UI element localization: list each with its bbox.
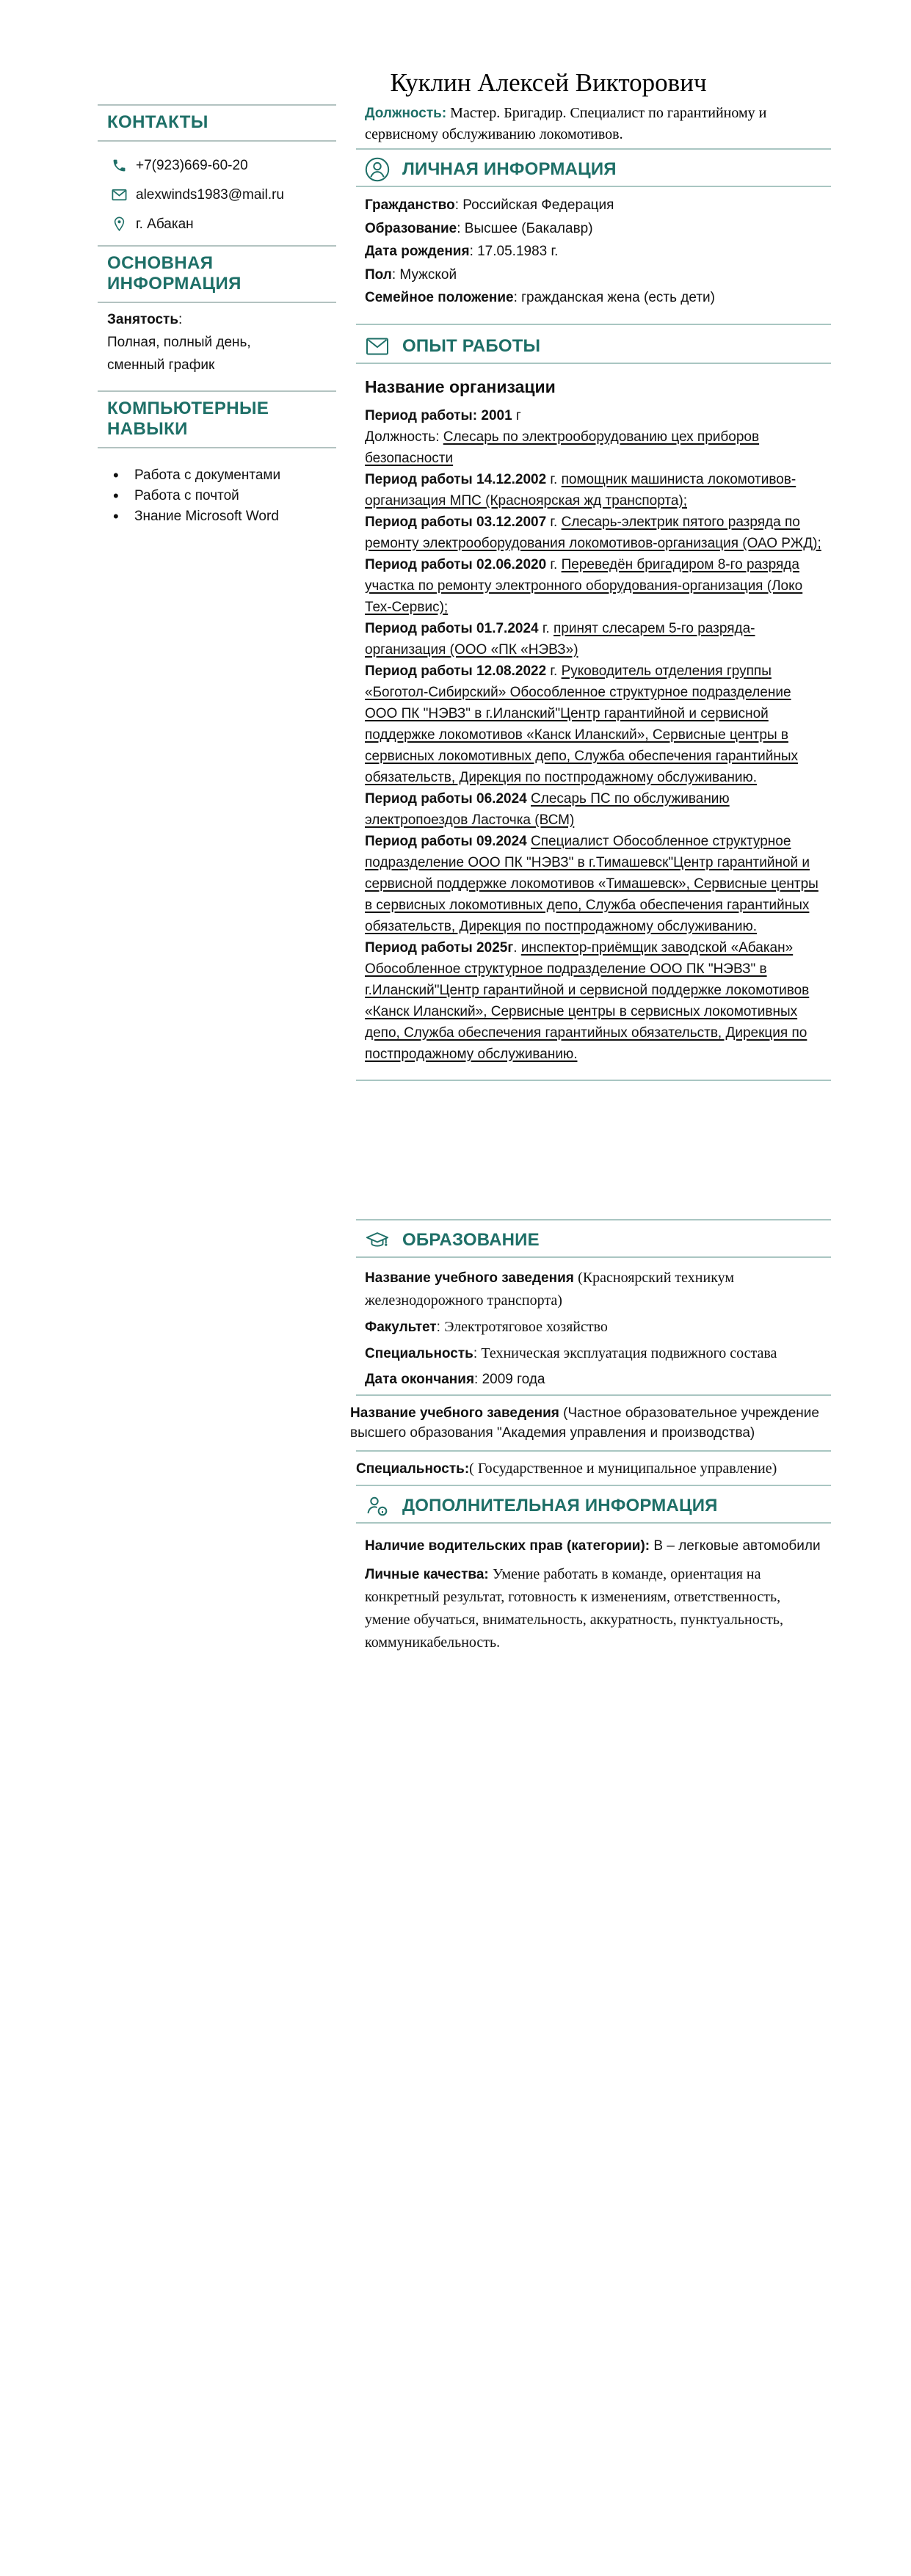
computer-skills-section bbox=[98, 390, 336, 527]
text-segment: : Высшее (Бакалавр) bbox=[457, 220, 593, 236]
text-segment: Наличие водительских прав (категории): bbox=[365, 1538, 654, 1554]
text-segment: Название учебного заведения bbox=[365, 1270, 578, 1286]
personal-fields bbox=[365, 194, 822, 310]
text-line bbox=[365, 788, 822, 831]
phone-number: +7(923)669-60-20 bbox=[136, 157, 248, 173]
section-header-experience bbox=[365, 334, 822, 359]
text-segment: Занятость bbox=[107, 312, 178, 327]
text-segment: г. bbox=[546, 471, 562, 487]
phone-row bbox=[111, 157, 336, 174]
education-title: ОБРАЗОВАНИЕ bbox=[402, 1229, 540, 1250]
text-segment: : 17.05.1983 г. bbox=[469, 244, 559, 259]
envelope-icon bbox=[365, 334, 390, 359]
skill-item: • Работа с документами bbox=[98, 465, 336, 486]
divider bbox=[356, 1219, 831, 1220]
text-line bbox=[365, 618, 822, 661]
text-line bbox=[365, 426, 822, 469]
section-header-education bbox=[365, 1228, 822, 1253]
text-segment: В – легковые автомобили bbox=[653, 1538, 821, 1554]
text-segment: Умение работать в команде, ориентация на конкретный результат, готовность к изменениям, ответственность, умение обучаться, внимательность, аккуратность, пунктуальность, коммуникабельность. bbox=[365, 1565, 783, 1651]
main-column bbox=[350, 0, 822, 1660]
phone-icon bbox=[111, 157, 128, 174]
text-line bbox=[365, 469, 822, 512]
experience-entries bbox=[365, 405, 822, 1065]
text-line bbox=[107, 308, 336, 331]
divider bbox=[98, 302, 336, 303]
text-segment: Личные качества: bbox=[365, 1566, 493, 1582]
text-line bbox=[365, 1316, 822, 1339]
city: г. Абакан bbox=[136, 216, 194, 232]
text-segment: : bbox=[473, 1345, 482, 1361]
text-segment: (Красноярский техникум железнодорожного транспорта) bbox=[365, 1269, 735, 1309]
contacts-section bbox=[98, 104, 336, 233]
text-segment: Руководитель отделения группы «Боготол-Сибирский» Обособленное структурное подразделение ООО ПК "НЭВЗ" в г.Иланский"Центр гарантийной и сервисной поддержке локомотивов «Канск Иланский», Сервисные центры в сервисных локомотивных депо, Служба обеспечения гарантийных обязательств, Дирекция по постпродажному обслуживанию. bbox=[365, 663, 799, 785]
text-line bbox=[365, 405, 822, 426]
text-segment: Специальность bbox=[365, 1345, 473, 1361]
text-segment: Специальность: bbox=[356, 1460, 470, 1477]
text-segment: Период работы 02.06.2020 bbox=[365, 556, 547, 572]
text-segment: Слесарь по электрооборудованию цех приборов безопасности bbox=[365, 429, 760, 466]
experience-title: ОПЫТ РАБОТЫ bbox=[402, 335, 541, 356]
text-segment: Слесарь-электрик пятого разряда по ремонту электрооборудования локомотивов-организация (ОАО РЖД); bbox=[365, 514, 821, 551]
text-line bbox=[365, 937, 822, 1065]
text-segment: : bbox=[178, 312, 183, 327]
text-segment: (Частное образовательное учреждение высшего образования "Академия управления и производства) bbox=[350, 1405, 819, 1441]
divider bbox=[356, 1522, 831, 1524]
text-segment: Пол bbox=[365, 266, 392, 283]
text-line bbox=[365, 217, 822, 241]
text-segment: Период работы 09.2024 bbox=[365, 833, 527, 849]
text-segment: Период работы 14.12.2002 bbox=[365, 471, 547, 487]
text-segment: Слесарь ПС по обслуживанию электропоездов Ласточка (ВСМ) bbox=[365, 790, 730, 828]
text-line bbox=[365, 512, 822, 554]
email-row bbox=[111, 186, 336, 203]
text-segment: Факультет bbox=[365, 1319, 437, 1335]
text-segment: г. bbox=[546, 514, 562, 530]
sidebar bbox=[98, 104, 336, 527]
personal-title: ЛИЧНАЯ ИНФОРМАЦИЯ bbox=[402, 159, 617, 179]
text-segment: : 2009 года bbox=[474, 1371, 545, 1387]
location-row bbox=[111, 216, 336, 233]
text-segment: Название учебного заведения bbox=[350, 1405, 564, 1421]
text-line bbox=[365, 194, 822, 217]
contacts-title: КОНТАКТЫ bbox=[107, 112, 208, 132]
text-segment: Период работы 03.12.2007 bbox=[365, 514, 547, 530]
skill-item: • Знание Microsoft Word bbox=[98, 506, 336, 527]
text-segment: ( Государственное и муниципальное управление) bbox=[469, 1460, 777, 1477]
text-line bbox=[365, 286, 822, 310]
text-segment: г bbox=[512, 407, 521, 423]
text-segment: Дата рождения bbox=[365, 244, 470, 259]
education-school1 bbox=[365, 1267, 822, 1391]
divider bbox=[98, 140, 336, 142]
text-segment: : bbox=[436, 1319, 445, 1335]
position-line bbox=[365, 103, 822, 145]
education-school2-name bbox=[350, 1403, 822, 1443]
divider bbox=[98, 245, 336, 247]
divider bbox=[356, 1450, 831, 1452]
text-segment: г. bbox=[546, 556, 562, 572]
text-segment: сменный график bbox=[107, 357, 215, 373]
divider bbox=[356, 363, 831, 364]
text-line bbox=[365, 263, 822, 287]
text-segment: : гражданская жена (есть дети) bbox=[513, 290, 715, 305]
skill-item: • Работа с почтой bbox=[98, 486, 336, 506]
text-segment: г. bbox=[538, 620, 554, 636]
graduation-cap-icon bbox=[365, 1228, 390, 1253]
text-line bbox=[350, 1403, 822, 1443]
page-gap bbox=[365, 1081, 822, 1219]
text-line bbox=[107, 354, 336, 376]
education-school2-specialty bbox=[356, 1458, 822, 1480]
text-segment: Электротяговое хозяйство bbox=[444, 1318, 608, 1335]
section-header-additional bbox=[365, 1493, 822, 1518]
text-segment: Период работы 01.7.2024 bbox=[365, 620, 539, 636]
divider bbox=[356, 1485, 831, 1486]
employment-block bbox=[107, 308, 336, 376]
divider bbox=[356, 1256, 831, 1258]
text-segment: Период работы 06.2024 bbox=[365, 790, 527, 807]
section-header-personal bbox=[365, 157, 822, 182]
divider bbox=[98, 104, 336, 106]
person-circle-icon bbox=[365, 157, 390, 182]
text-segment: Полная, полный день, bbox=[107, 335, 251, 350]
text-line bbox=[365, 1342, 822, 1365]
divider bbox=[356, 186, 831, 187]
text-segment: Период работы 2025г bbox=[365, 939, 514, 956]
text-segment: помощник машиниста локомотивов-организация МПС (Красноярская жд транспорта); bbox=[365, 471, 796, 509]
position-value: Мастер. Бригадир. Специалист по гарантийному и сервисному обслуживанию локомотивов. bbox=[365, 105, 767, 142]
text-segment: Техническая эксплуатация подвижного состава bbox=[481, 1345, 777, 1361]
text-segment: Должность: bbox=[365, 429, 443, 445]
text-segment: Дата окончания bbox=[365, 1371, 475, 1387]
text-line bbox=[107, 331, 336, 354]
additional-title: ДОПОЛНИТЕЛЬНАЯ ИНФОРМАЦИЯ bbox=[402, 1495, 718, 1516]
divider bbox=[356, 324, 831, 325]
organization-heading: Название организации bbox=[365, 376, 556, 396]
text-line bbox=[365, 1267, 822, 1312]
text-segment: . bbox=[513, 939, 521, 956]
text-segment: г. bbox=[546, 663, 562, 679]
additional-fields bbox=[365, 1535, 822, 1654]
text-segment: Семейное положение bbox=[365, 290, 514, 305]
envelope-icon bbox=[111, 186, 128, 203]
person-name: Куклин Алексей Викторович bbox=[390, 68, 707, 97]
divider bbox=[356, 1394, 831, 1396]
text-line bbox=[365, 1563, 822, 1654]
email-address: alexwinds1983@mail.ru bbox=[136, 186, 284, 203]
text-line bbox=[356, 1458, 822, 1480]
text-line bbox=[365, 661, 822, 788]
location-pin-icon bbox=[111, 216, 128, 233]
text-line bbox=[365, 554, 822, 618]
text-segment: Период работы 12.08.2022 bbox=[365, 663, 547, 679]
text-segment: Переведён бригадиром 8-го разряда участка по ремонту электронного оборудования-организация (Локо Тех-Сервис); bbox=[365, 556, 803, 615]
text-segment: Специалист Обособленное структурное подразделение ООО ПК "НЭВЗ" в г.Тимашевск"Центр гарантийной и сервисной поддержке локомотивов «Тимашевск», Сервисные центры в сервисных локомотивных депо, Служба обеспечения гарантийных обязательств, Дирекция по постпродажному обслуживанию. bbox=[365, 833, 819, 934]
text-segment: Образование bbox=[365, 220, 457, 236]
text-line bbox=[365, 240, 822, 263]
divider bbox=[98, 390, 336, 392]
divider bbox=[98, 447, 336, 448]
basic-info-title: ОСНОВНАЯ ИНФОРМАЦИЯ bbox=[107, 253, 242, 294]
text-segment: : Российская Федерация bbox=[454, 197, 614, 213]
text-segment: инспектор-приёмщик заводской «Абакан» Обособленное структурное подразделение ООО ПК "НЭВЗ" в г.Иланский"Центр гарантийной и сервисной поддержке локомотивов «Канск Иланский», Сервисные центры в сервисных локомотивных депо, Служба обеспечения гарантийных обязательств, Дирекция по постпродажному обслуживанию. bbox=[365, 939, 810, 1062]
text-segment: Гражданство bbox=[365, 197, 455, 213]
text-line bbox=[365, 1535, 822, 1557]
position-label: Должность: bbox=[365, 106, 447, 121]
text-segment: принят слесарем 5-го разряда-организация (ООО «ПК «НЭВЗ») bbox=[365, 620, 755, 658]
basic-info-section bbox=[98, 245, 336, 376]
text-line bbox=[365, 1369, 822, 1391]
computer-skills-title: КОМПЬЮТЕРНЫЕ НАВЫКИ bbox=[107, 399, 269, 439]
text-segment: : Мужской bbox=[391, 266, 457, 283]
divider bbox=[356, 148, 831, 150]
text-line bbox=[365, 831, 822, 937]
person-info-icon bbox=[365, 1493, 390, 1518]
computer-skills-list bbox=[98, 465, 336, 527]
text-segment: Период работы: 2001 bbox=[365, 407, 512, 423]
